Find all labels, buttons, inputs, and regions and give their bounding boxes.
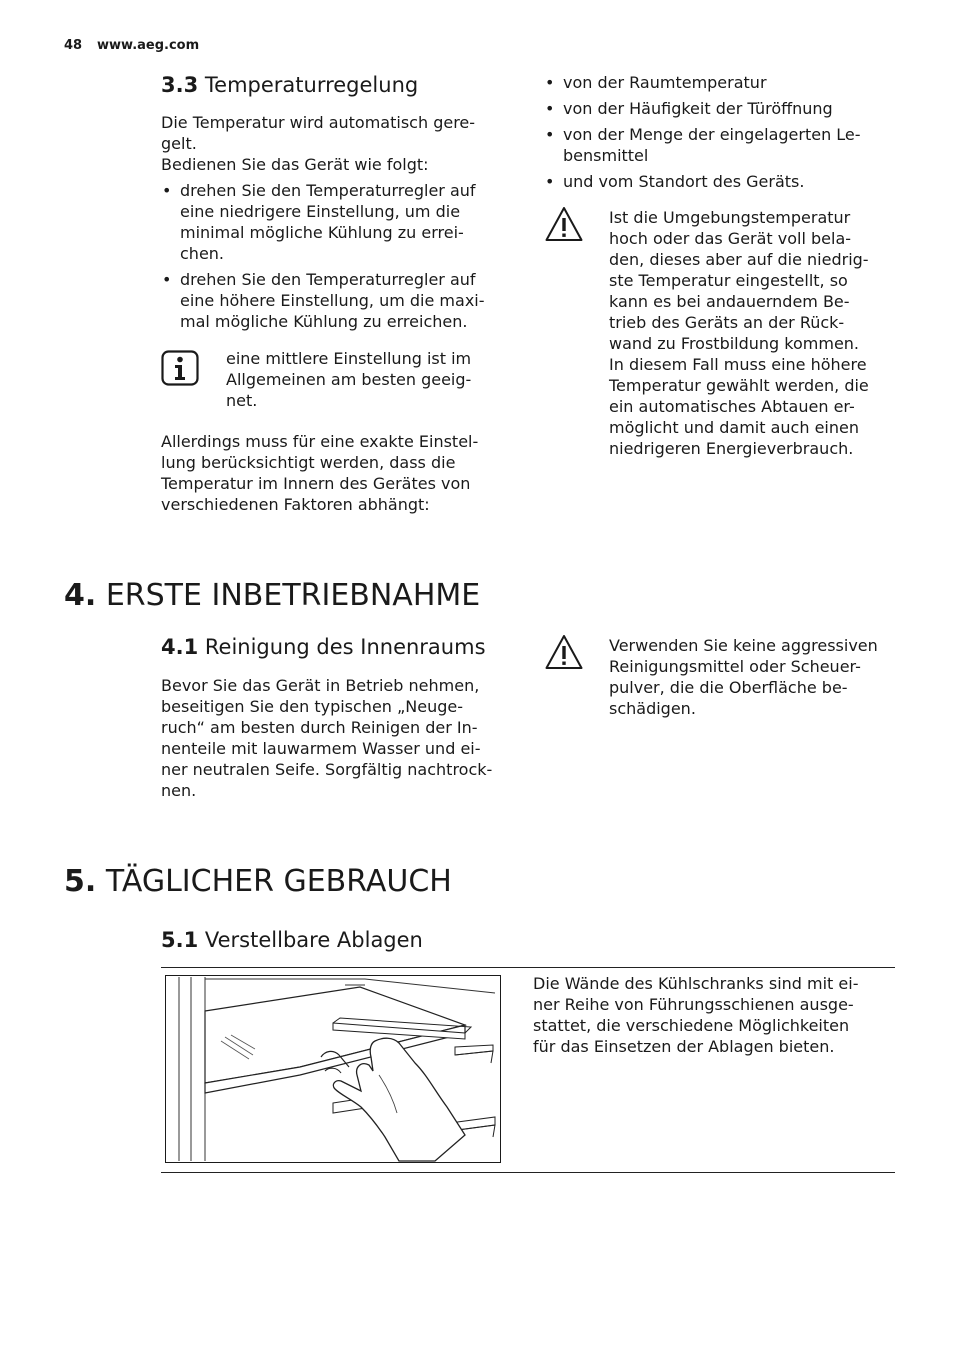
section-5-1-body: Die Wände des Kühlschranks sind mit ei- ner Reihe von Führungsschienen ausge- stattet, die verschiedene Möglichkeiten für das Einsetzen der Ablagen bieten. xyxy=(533,974,859,1056)
section-3-3-paragraph: Allerdings muss für eine exakte Einstel- lung berücksichtigt werden, dass die Temperatur im Innern des Gerätes von verschiedenen Faktoren abhängt: xyxy=(161,432,479,514)
info-icon xyxy=(161,350,199,386)
website-link[interactable]: www.aeg.com xyxy=(97,38,200,53)
factors-list xyxy=(544,72,904,197)
section-title: Temperaturregelung xyxy=(204,73,419,97)
chapter-title: TÄGLICHER GEBRAUCH xyxy=(105,864,452,899)
section-5-1-heading xyxy=(161,927,423,953)
list-item: • von der Raumtemperatur xyxy=(544,72,904,93)
chapter-4-heading xyxy=(64,578,480,614)
warning-triangle-icon xyxy=(544,633,584,671)
list-item: • und vom Standort des Geräts. xyxy=(544,171,904,192)
list-item: • von der Häufigkeit der Türöffnung xyxy=(544,98,904,119)
info-note-text: eine mittlere Einstellung ist im Allgemeinen am besten geeig- net. xyxy=(226,349,472,410)
shelf-insertion-illustration xyxy=(165,975,501,1163)
table-top-rule xyxy=(161,967,895,968)
chapter-number: 4. xyxy=(64,578,97,613)
section-number: 5.1 xyxy=(161,928,199,952)
section-4-1-heading xyxy=(161,634,486,660)
warning-text: Verwenden Sie keine aggressiven Reinigungsmittel oder Scheuer- pulver, die die Oberfläche be- schädigen. xyxy=(609,636,878,718)
section-3-3-heading xyxy=(161,72,418,98)
chapter-5-heading xyxy=(64,864,452,900)
section-number: 3.3 xyxy=(161,73,199,97)
page-number: 48 xyxy=(64,38,83,53)
warning-text: Ist die Umgebungstemperatur hoch oder das Gerät voll bela- den, dieses aber auf die niedrig- ste Temperatur eingestellt, so kann es bei andauerndem Be- trieb des Geräts an der Rück- wand zu Frostbildung kommen. In diesem Fall muss eine höhere Temperatur gewählt werden, die ein automatisches Abtauen er- möglicht und damit auch einen niedrigeren Energieverbrauch. xyxy=(609,208,869,458)
section-number: 4.1 xyxy=(161,635,199,659)
section-4-1-body: Bevor Sie das Gerät in Betrieb nehmen, beseitigen Sie den typischen „Neuge- ruch“ am besten durch Reinigen der In- nenteile mit lauwarmem Wasser und ei- ner neutralen Seife. Sorgfältig nachtrock- nen. xyxy=(161,676,493,800)
section-3-3-bullet-list xyxy=(161,180,511,337)
table-bottom-rule xyxy=(161,1172,895,1173)
section-title: Verstellbare Ablagen xyxy=(204,928,423,952)
section-title: Reinigung des Innenraums xyxy=(204,635,486,659)
warning-triangle-icon xyxy=(544,205,584,243)
list-item: • drehen Sie den Temperaturregler auf eine niedrigere Einstellung, um die minimal mögliche Kühlung zu errei- chen. xyxy=(161,180,511,264)
list-item: • von der Menge der eingelagerten Le- bensmittel xyxy=(544,124,904,166)
list-item: • drehen Sie den Temperaturregler auf eine höhere Einstellung, um die maxi- mal mögliche Kühlung zu erreichen. xyxy=(161,269,511,332)
chapter-title: ERSTE INBETRIEBNAHME xyxy=(105,578,481,613)
chapter-number: 5. xyxy=(64,864,97,899)
section-3-3-intro: Die Temperatur wird automatisch gere- gelt. Bedienen Sie das Gerät wie folgt: xyxy=(161,113,476,174)
